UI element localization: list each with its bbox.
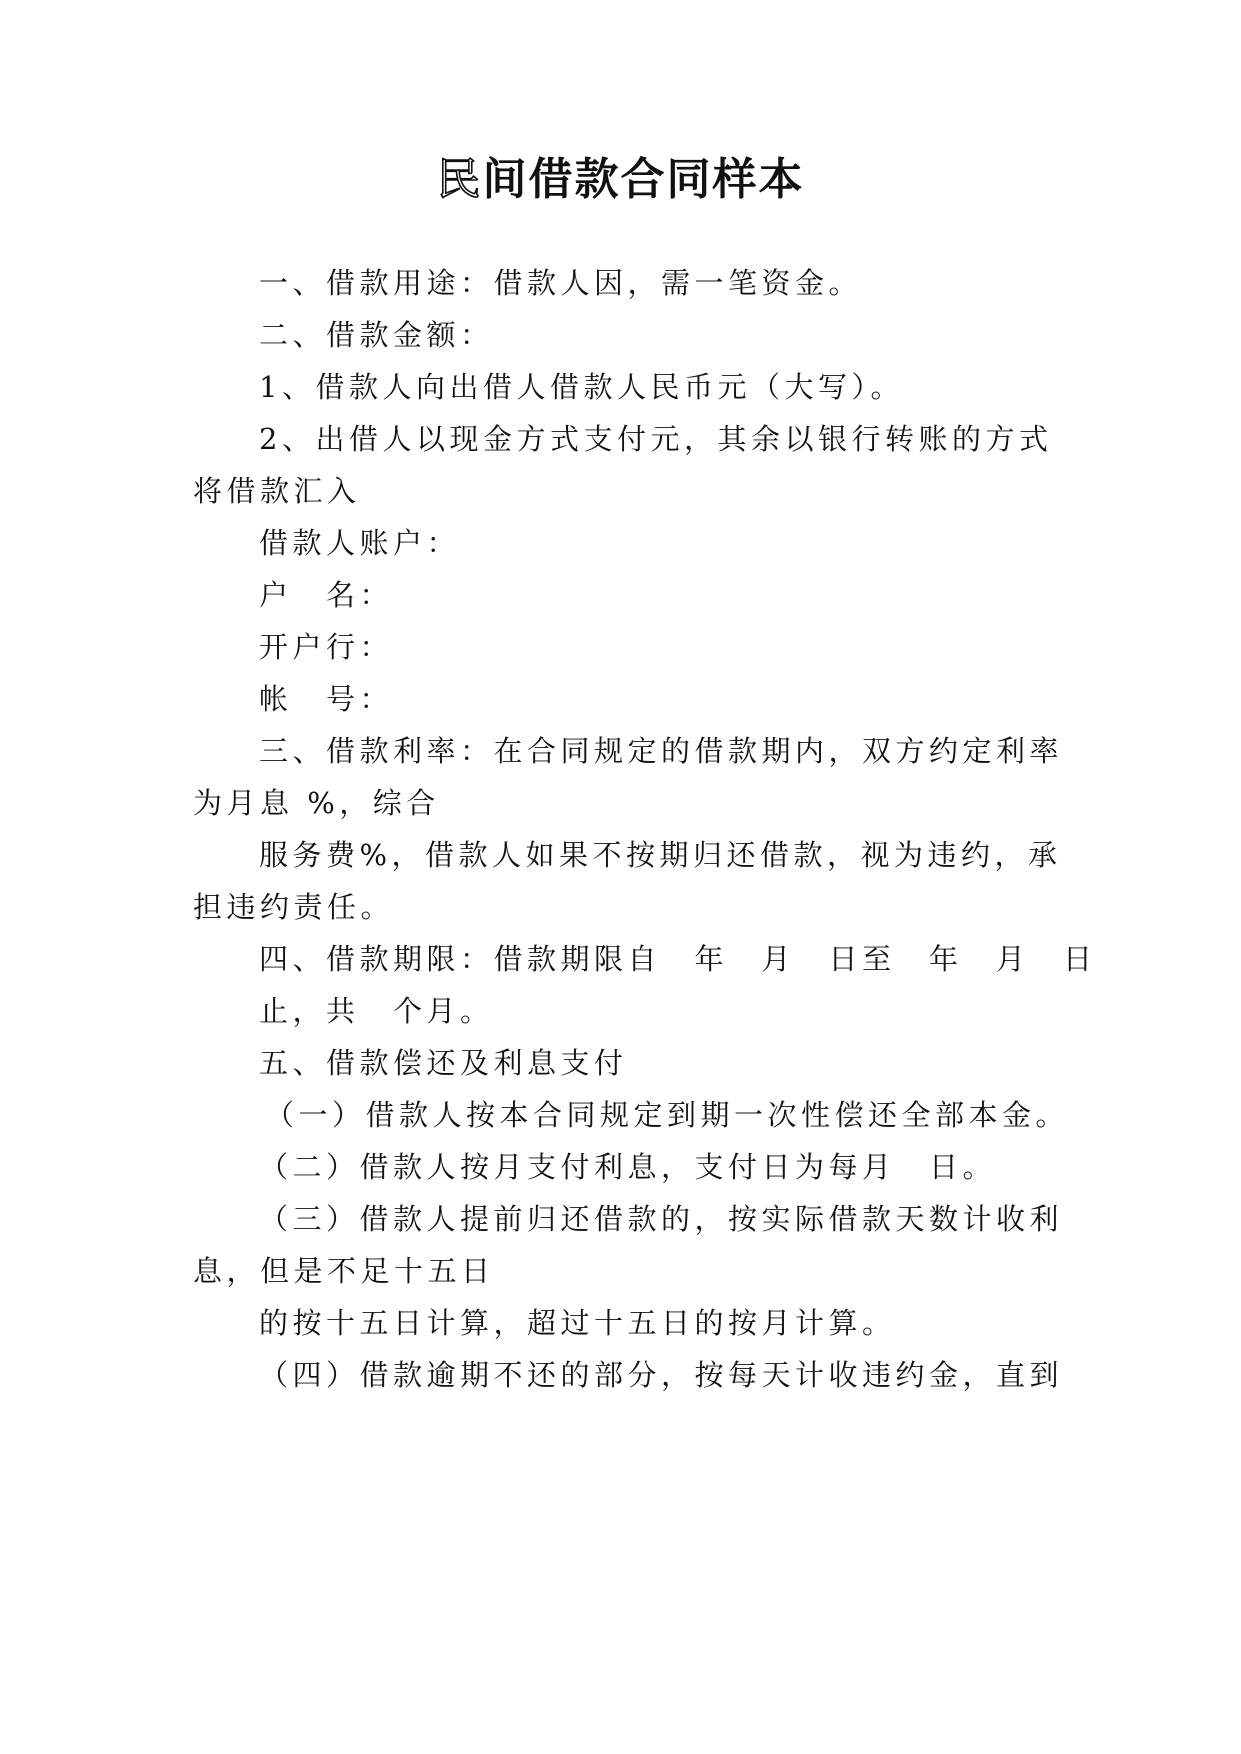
paragraph-repayment-item-3-cont2: 的按十五日计算，超过十五日的按月计算。 xyxy=(259,1306,896,1340)
document-title xyxy=(0,150,1241,210)
borrower-account-label: 借款人账户： xyxy=(259,526,461,560)
paragraph-loan-term: 四、借款期限：借款期限自 年 月 日至 年 月 日 xyxy=(259,942,1097,976)
paragraph-loan-term-cont: 止，共 个月。 xyxy=(259,994,494,1028)
account-name-label: 户 名： xyxy=(259,578,394,612)
opening-bank-label: 开户行： xyxy=(259,630,394,664)
account-number-label: 帐 号： xyxy=(259,682,394,716)
paragraph-amount-item-1: 1、借款人向出借人借款人民币元（大写）。 xyxy=(259,370,904,404)
paragraph-service-fee: 服务费%，借款人如果不按期归还借款，视为违约，承 xyxy=(259,838,1062,872)
paragraph-loan-amount: 二、借款金额： xyxy=(259,318,494,352)
paragraph-service-fee-cont: 担违约责任。 xyxy=(193,890,395,924)
paragraph-repayment-item-4: （四）借款逾期不还的部分，按每天计收违约金，直到 xyxy=(259,1358,1064,1392)
paragraph-repayment-item-3: （三）借款人提前归还借款的，按实际借款天数计收利 xyxy=(259,1202,1064,1236)
title-rest: 间借款合同样本 xyxy=(482,154,805,205)
paragraph-interest-rate-cont: 为月息 %，综合 xyxy=(193,786,440,820)
paragraph-amount-item-2: 2、出借人以现金方式支付元，其余以银行转账的方式 xyxy=(259,422,1053,456)
paragraph-amount-item-2-cont: 将借款汇入 xyxy=(193,474,361,508)
paragraph-repayment-item-2: （二）借款人按月支付利息，支付日为每月 日。 xyxy=(259,1150,997,1184)
paragraph-repayment-item-1: （一）借款人按本合同规定到期一次性偿还全部本金。 xyxy=(265,1098,1070,1132)
title-first-char: 民 xyxy=(436,154,483,205)
paragraph-repayment-item-3-cont: 息，但是不足十五日 xyxy=(193,1254,495,1288)
paragraph-interest-rate: 三、借款利率：在合同规定的借款期内，双方约定利率 xyxy=(259,734,1064,768)
paragraph-loan-purpose: 一、借款用途：借款人因，需一笔资金。 xyxy=(259,266,863,300)
paragraph-repayment-heading: 五、借款偿还及利息支付 xyxy=(259,1046,628,1080)
